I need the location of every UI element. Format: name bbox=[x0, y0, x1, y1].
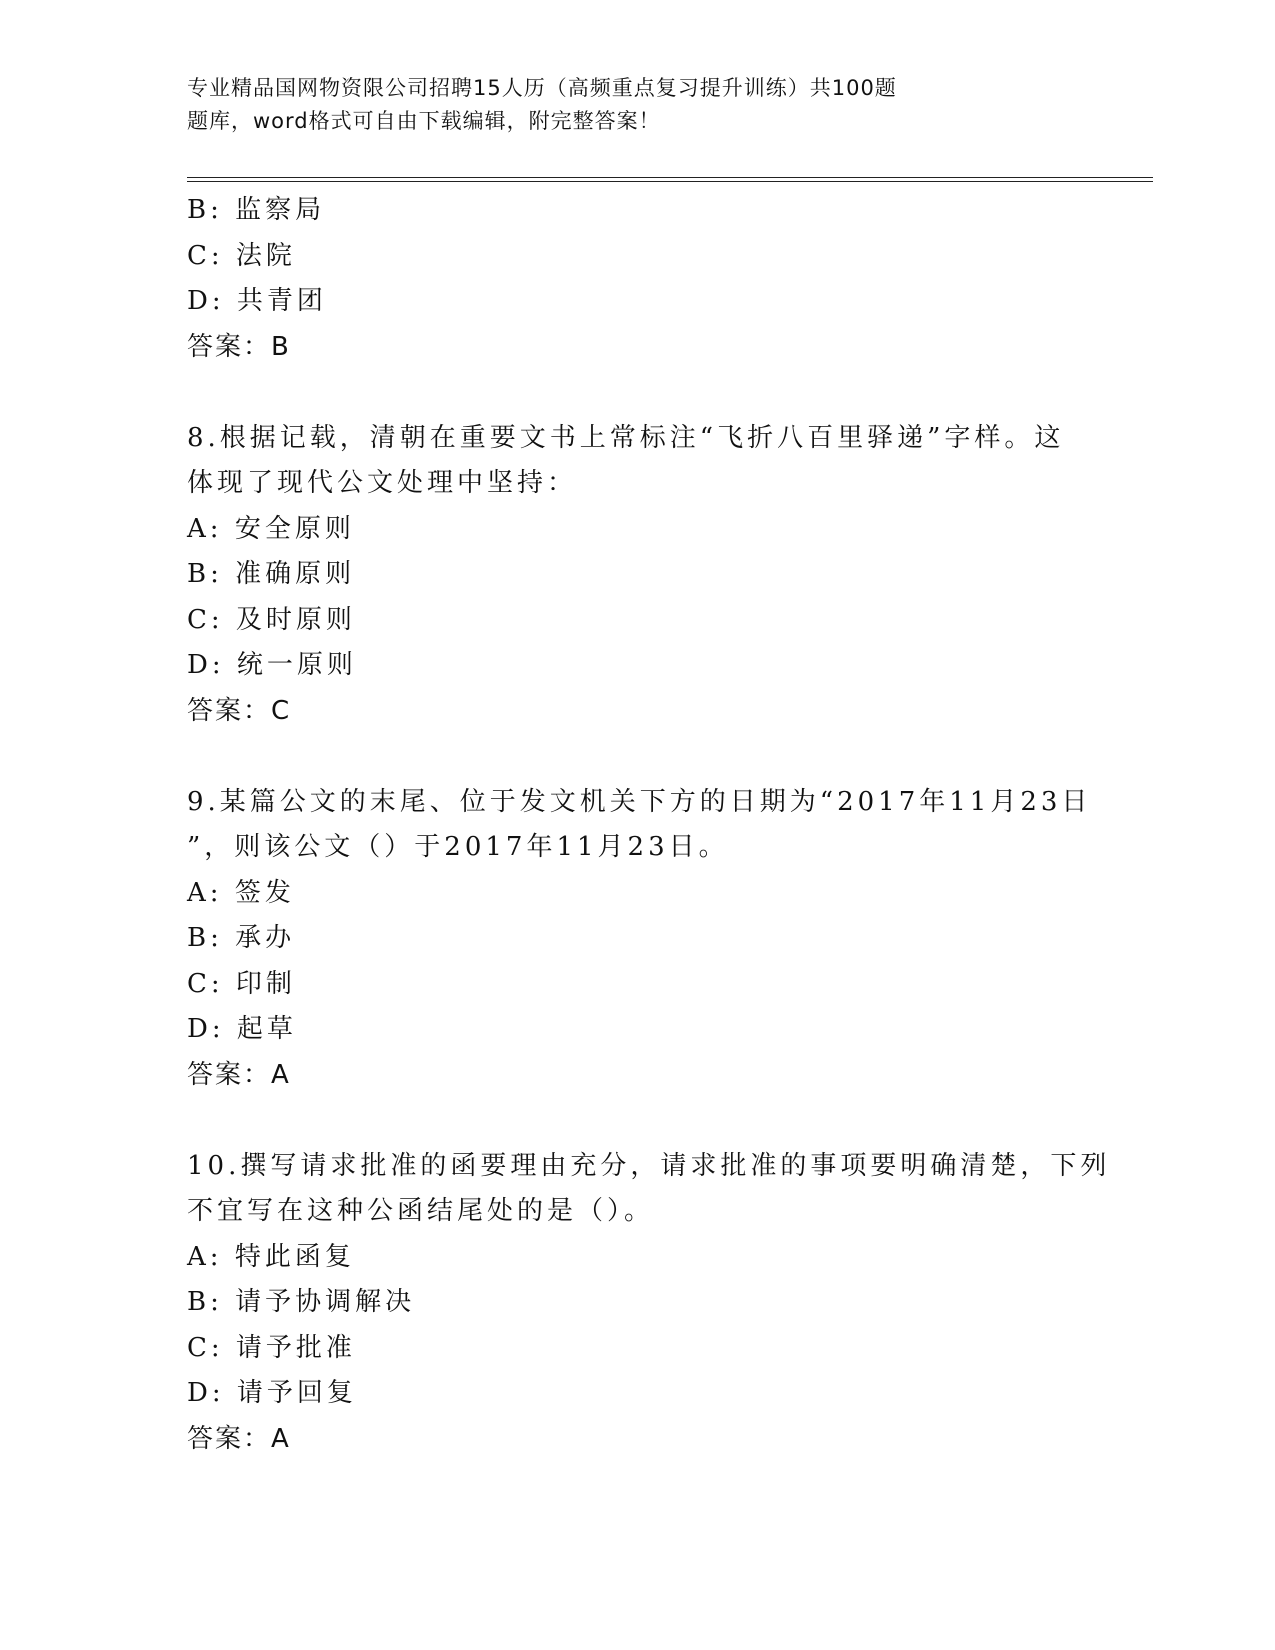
option-d: D: 请予回复 bbox=[187, 1378, 357, 1408]
question-8 bbox=[187, 416, 1087, 735]
question-10 bbox=[187, 1144, 1111, 1463]
answer-label: 答案：C bbox=[187, 695, 292, 726]
answer-label: 答案：A bbox=[187, 1423, 291, 1454]
header-title-line-2: 题库，word格式可自由下载编辑，附完整答案！ bbox=[187, 109, 661, 133]
option-c: C: 请予批准 bbox=[187, 1332, 356, 1363]
header-title-line-1: 专业精品国网物资限公司招聘15人历（高频重点复习提升训练）共100题 bbox=[187, 76, 897, 100]
option-c: C: 印制 bbox=[187, 968, 296, 999]
question-stem-line-1: 8.根据记载，清朝在重要文书上常标注“飞折八百里驿递”字样。这 bbox=[187, 422, 1065, 453]
spacer bbox=[187, 370, 1087, 416]
option-d: D: 共青团 bbox=[187, 286, 327, 316]
answer-label: 答案：B bbox=[187, 331, 291, 362]
document-header bbox=[187, 72, 1007, 138]
question-9 bbox=[187, 780, 1092, 1099]
spacer bbox=[187, 734, 1087, 780]
option-a: A: 特此函复 bbox=[187, 1241, 355, 1272]
question-stem-line-2: ”，则该公文（）于2017年11月23日。 bbox=[187, 832, 729, 862]
answer-label: 答案：A bbox=[187, 1059, 291, 1090]
question-list bbox=[187, 188, 1111, 1462]
option-a: A: 签发 bbox=[187, 877, 295, 908]
question-stem-line-1: 9.某篇公文的末尾、位于发文机关下方的日期为“2017年11月23日 bbox=[187, 786, 1092, 817]
option-b: B: 准确原则 bbox=[187, 559, 356, 589]
question-stem-line-1: 10.撰写请求批准的函要理由充分，请求批准的事项要明确清楚，下列 bbox=[187, 1150, 1111, 1181]
spacer bbox=[187, 1098, 1087, 1144]
option-b: B: 承办 bbox=[187, 923, 296, 953]
option-d: D: 起草 bbox=[187, 1014, 297, 1044]
option-c: C: 及时原则 bbox=[187, 604, 356, 635]
option-b: B: 监察局 bbox=[187, 195, 326, 225]
question-stem-line-2: 体现了现代公文处理中坚持： bbox=[187, 468, 578, 498]
question-7-tail bbox=[187, 188, 1087, 370]
question-stem-line-2: 不宜写在这种公函结尾处的是（）。 bbox=[187, 1196, 655, 1226]
header-divider bbox=[187, 177, 1153, 182]
option-d: D: 统一原则 bbox=[187, 650, 357, 680]
option-c: C: 法院 bbox=[187, 240, 296, 271]
option-b: B: 请予协调解决 bbox=[187, 1287, 416, 1317]
option-a: A: 安全原则 bbox=[187, 513, 355, 544]
